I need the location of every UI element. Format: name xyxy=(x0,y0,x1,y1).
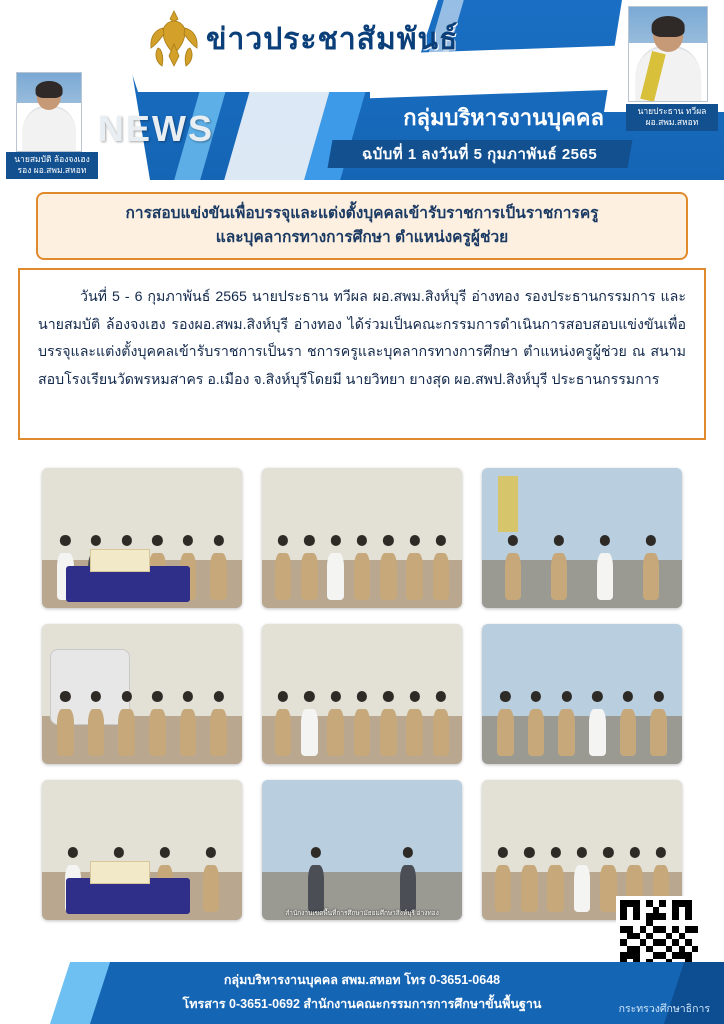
name-left-role: รอง ผอ.สพม.สหอท xyxy=(17,165,87,176)
avatar-right xyxy=(628,6,708,102)
name-left-name: นายสมบัติ ล้องจงเฮง xyxy=(14,154,90,164)
article-paragraph: วันที่ 5 - 6 กุมภาพันธ์ 2565 นายประธาน ทวีผล ผอ.สพม.สิงห์บุรี อ่างทอง รองประธานกรรมการ และนายสมบัติ ล้องจงเฮง รองผอ.สพม.สิงห์บุรี อ่างทอง ได้ร่วมเป็นคณะกรรมการดำเนินการสอบสอบแข่งขันเพื่อบรรจุและแต่งตั้งบุคคลเข้ารับราชการเป็นรา ชการครูและบุคลากรทางการศึกษา ตำแหน่งครูผู้ช่วย ณ สนามสอบโรงเรียนวัดพรหมสาคร อ.เมือง จ.สิงห์บุรีโดยมี นายวิทยา ยางสุด ผอ.สพป.สิงห์บุรี ประธานกรรมการ xyxy=(38,289,686,389)
photo-grid xyxy=(42,468,682,920)
photo-4-people xyxy=(50,669,234,756)
page-title: ข่าวประชาสัมพันธ์ xyxy=(206,23,459,56)
photo-6 xyxy=(482,624,682,764)
name-right-name: นายประธาน ทวีผล xyxy=(637,106,707,116)
avatar-right-hair xyxy=(652,16,685,37)
headline-line-1: การสอบแข่งขันเพื่อบรรจุและแต่งตั้งบุคคลเข้ารับราชการเป็นราชการครู xyxy=(125,205,599,222)
footer-contact-line-2: โทรสาร 0-3651-0692 สำนักงานคณะกรรมการการศึกษาขั้นพื้นฐาน xyxy=(182,997,542,1011)
photo-7 xyxy=(42,780,242,920)
article-body-box xyxy=(18,268,706,440)
avatar-left-uniform xyxy=(22,106,76,151)
photo-3 xyxy=(482,468,682,608)
headline-box xyxy=(36,192,688,260)
photo-2 xyxy=(262,468,462,608)
issue-text: ฉบับที่ 1 ลงวันที่ 5 กุมภาพันธ์ 2565 xyxy=(362,146,598,163)
photo-1-exam-box xyxy=(90,549,150,571)
photo-7-exam-box xyxy=(90,861,150,883)
footer-ministry: กระทรวงศึกษาธิการ xyxy=(618,1003,710,1015)
photo-5-people xyxy=(270,669,454,756)
headline-line-2: และบุคลากรทางการศึกษา ตำแหน่งครูผู้ช่วย xyxy=(215,229,509,247)
name-tag-right xyxy=(626,104,718,131)
photo-3-people xyxy=(490,513,674,600)
photo-1 xyxy=(42,468,242,608)
avatar-left xyxy=(16,72,82,152)
news-wordmark: NEWS xyxy=(98,108,214,149)
page-footer xyxy=(0,962,724,1024)
garuda-emblem-icon xyxy=(148,8,200,70)
footer-contact-line-1: กลุ่มบริหารงานบุคคล สพม.สหอท โทร 0-3651-0648 xyxy=(223,973,501,987)
avatar-left-hair xyxy=(36,81,63,98)
department-title: กลุ่มบริหารงานบุคคล xyxy=(403,105,604,130)
photo-8 xyxy=(262,780,462,920)
photo-2-people xyxy=(270,513,454,600)
page-header xyxy=(0,0,724,180)
photo-8-people xyxy=(270,825,454,912)
photo-6-people xyxy=(490,669,674,756)
issue-badge xyxy=(328,140,633,168)
name-right-role: ผอ.สพม.สหอท xyxy=(645,117,699,128)
photo-4 xyxy=(42,624,242,764)
name-tag-left xyxy=(6,152,98,179)
photo-8-caption: สำนักงานเขตพื้นที่การศึกษามัธยมศึกษาสิงห์บุรี อ่างทอง xyxy=(285,910,439,917)
photo-5 xyxy=(262,624,462,764)
